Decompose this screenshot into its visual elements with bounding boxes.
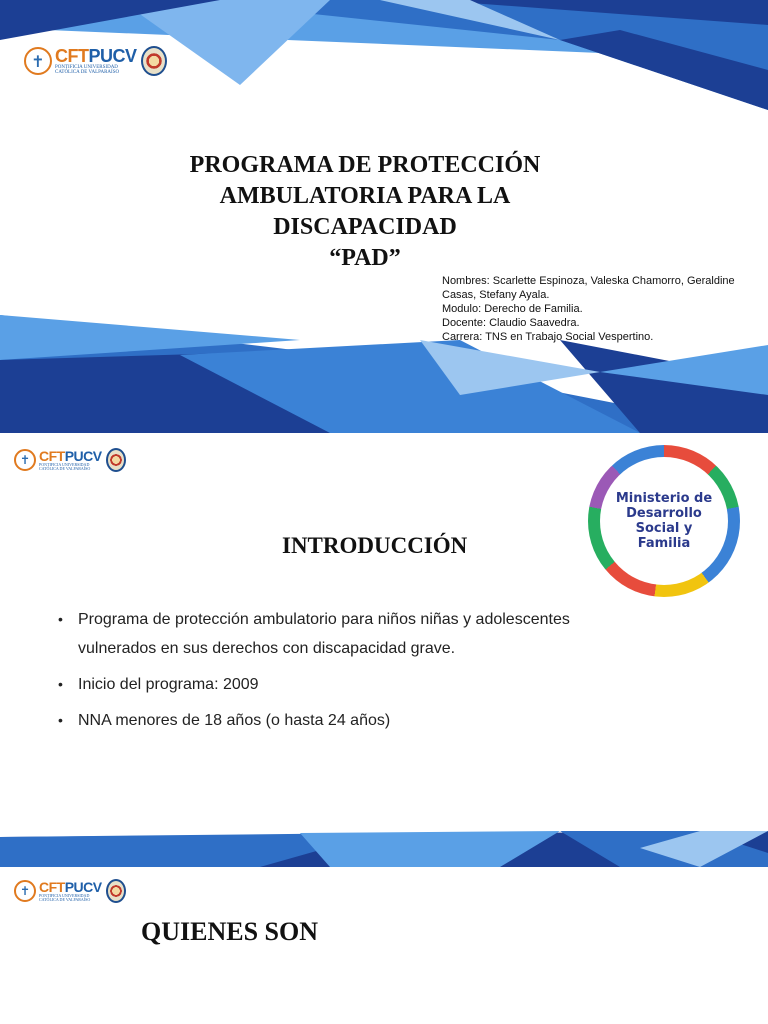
authors-career: Carrera: TNS en Trabajo Social Vespertino.	[442, 331, 654, 343]
cross-icon: ✝	[24, 47, 52, 75]
bullet-item: • Inicio del programa: 2009	[58, 670, 618, 699]
ministry-line: Social y	[635, 521, 693, 536]
bullet-list	[58, 605, 618, 742]
logo-pucv-text: PUCV	[64, 447, 102, 464]
authors-names: Nombres: Scarlette Espinoza, Valeska Chamorro, Geraldine Casas, Stefany Ayala.	[442, 275, 735, 301]
university-seal-icon	[106, 448, 126, 472]
logo-cft-text: CFT	[39, 878, 65, 895]
title-line: PROGRAMA DE PROTECCIÓN	[189, 152, 541, 178]
cftpucv-logo	[24, 46, 167, 76]
cross-icon: ✝	[14, 449, 36, 471]
logo-sub-line1: PONTIFICIA UNIVERSIDAD	[55, 64, 118, 70]
authors-teacher: Docente: Claudio Saavedra.	[442, 317, 580, 329]
section-heading: QUIENES SON	[141, 917, 318, 946]
presentation-title	[140, 150, 590, 274]
ministry-line: Familia	[637, 536, 691, 551]
ministerio-logo	[588, 445, 740, 597]
slide-quienes-son	[0, 867, 768, 1024]
title-line: DISCAPACIDAD	[273, 214, 457, 240]
section-heading: INTRODUCCIÓN	[282, 533, 468, 558]
cross-icon: ✝	[14, 880, 36, 902]
ministry-line: Desarrollo	[626, 506, 702, 521]
title-line: “PAD”	[329, 245, 401, 271]
logo-sub-line1: PONTIFICIA UNIVERSIDAD	[39, 892, 90, 898]
logo-sub-line2: CATÓLICA DE VALPARAÍSO	[39, 466, 91, 471]
title-line: AMBULATORIA PARA LA	[219, 183, 511, 209]
slide-title	[0, 0, 768, 433]
logo-sub-line2: CATÓLICA DE VALPARAÍSO	[55, 70, 120, 75]
bullet-item: • NNA menores de 18 años (o hasta 24 años)	[58, 706, 618, 735]
logo-cft-text: CFT	[55, 45, 89, 66]
authors-module: Modulo: Derecho de Familia.	[442, 303, 583, 315]
slide-introduccion	[0, 433, 768, 867]
ministry-line: Ministerio de	[615, 491, 713, 506]
logo-sub-line1: PONTIFICIA UNIVERSIDAD	[39, 461, 90, 467]
university-seal-icon	[141, 46, 167, 76]
logo-sub-line2: CATÓLICA DE VALPARAÍSO	[39, 897, 91, 902]
bullet-item: • Programa de protección ambulatorio para niños niñas y adolescentes vulnerados en sus derechos con discapacidad grave.	[58, 605, 618, 663]
logo-pucv-text: PUCV	[88, 45, 137, 66]
cftpucv-logo	[14, 448, 126, 472]
authors-block	[442, 274, 752, 344]
university-seal-icon	[106, 879, 126, 903]
logo-pucv-text: PUCV	[64, 878, 102, 895]
logo-cft-text: CFT	[39, 447, 65, 464]
cftpucv-logo	[14, 879, 126, 903]
